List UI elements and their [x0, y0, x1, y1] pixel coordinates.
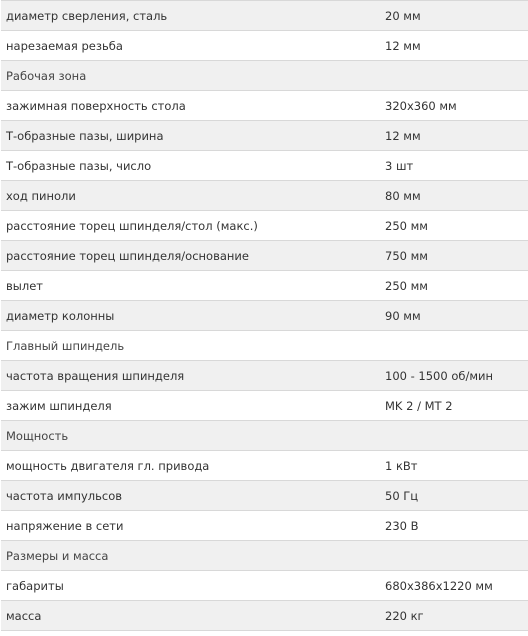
spec-name: зажимная поверхность стола: [1, 91, 379, 121]
spec-value: 90 мм: [379, 301, 528, 331]
section-header-row: [1, 421, 528, 451]
spec-value: MK 2 / MT 2: [379, 391, 528, 421]
table-row: [1, 601, 528, 631]
spec-value: [379, 541, 528, 571]
table-row: [1, 511, 528, 541]
spec-value: 80 мм: [379, 181, 528, 211]
specifications-table: [1, 0, 528, 631]
table-row: [1, 481, 528, 511]
section-title: Размеры и масса: [1, 541, 379, 571]
spec-name: напряжение в сети: [1, 511, 379, 541]
spec-value: 220 кг: [379, 601, 528, 631]
table-row: [1, 211, 528, 241]
spec-value: 250 мм: [379, 211, 528, 241]
spec-name: Т-образные пазы, число: [1, 151, 379, 181]
spec-name: Т-образные пазы, ширина: [1, 121, 379, 151]
spec-name: диаметр колонны: [1, 301, 379, 331]
table-row: [1, 571, 528, 601]
section-header-row: [1, 541, 528, 571]
spec-name: расстояние торец шпинделя/основание: [1, 241, 379, 271]
spec-value: 3 шт: [379, 151, 528, 181]
spec-value: 12 мм: [379, 31, 528, 61]
table-row: [1, 121, 528, 151]
spec-name: нарезаемая резьба: [1, 31, 379, 61]
table-row: [1, 1, 528, 31]
spec-value: 1 кВт: [379, 451, 528, 481]
table-row: [1, 181, 528, 211]
spec-value: 230 В: [379, 511, 528, 541]
spec-name: зажим шпинделя: [1, 391, 379, 421]
table-row: [1, 451, 528, 481]
spec-value: 50 Гц: [379, 481, 528, 511]
spec-name: диаметр сверления, сталь: [1, 1, 379, 31]
spec-value: 750 мм: [379, 241, 528, 271]
section-header-row: [1, 331, 528, 361]
spec-name: частота импульсов: [1, 481, 379, 511]
table-row: [1, 361, 528, 391]
spec-name: ход пиноли: [1, 181, 379, 211]
spec-value: 100 - 1500 об/мин: [379, 361, 528, 391]
section-header-row: [1, 61, 528, 91]
spec-name: расстояние торец шпинделя/стол (макс.): [1, 211, 379, 241]
spec-value: 12 мм: [379, 121, 528, 151]
spec-value: 320x360 мм: [379, 91, 528, 121]
spec-value: [379, 331, 528, 361]
section-title: Мощность: [1, 421, 379, 451]
table-row: [1, 31, 528, 61]
table-row: [1, 301, 528, 331]
spec-name: масса: [1, 601, 379, 631]
spec-name: мощность двигателя гл. привода: [1, 451, 379, 481]
spec-name: частота вращения шпинделя: [1, 361, 379, 391]
table-row: [1, 241, 528, 271]
table-row: [1, 271, 528, 301]
section-title: Главный шпиндель: [1, 331, 379, 361]
spec-name: габариты: [1, 571, 379, 601]
table-row: [1, 391, 528, 421]
spec-value: 680x386x1220 мм: [379, 571, 528, 601]
section-title: Рабочая зона: [1, 61, 379, 91]
spec-name: вылет: [1, 271, 379, 301]
spec-value: [379, 61, 528, 91]
table-row: [1, 91, 528, 121]
spec-value: [379, 421, 528, 451]
spec-value: 250 мм: [379, 271, 528, 301]
spec-value: 20 мм: [379, 1, 528, 31]
table-row: [1, 151, 528, 181]
